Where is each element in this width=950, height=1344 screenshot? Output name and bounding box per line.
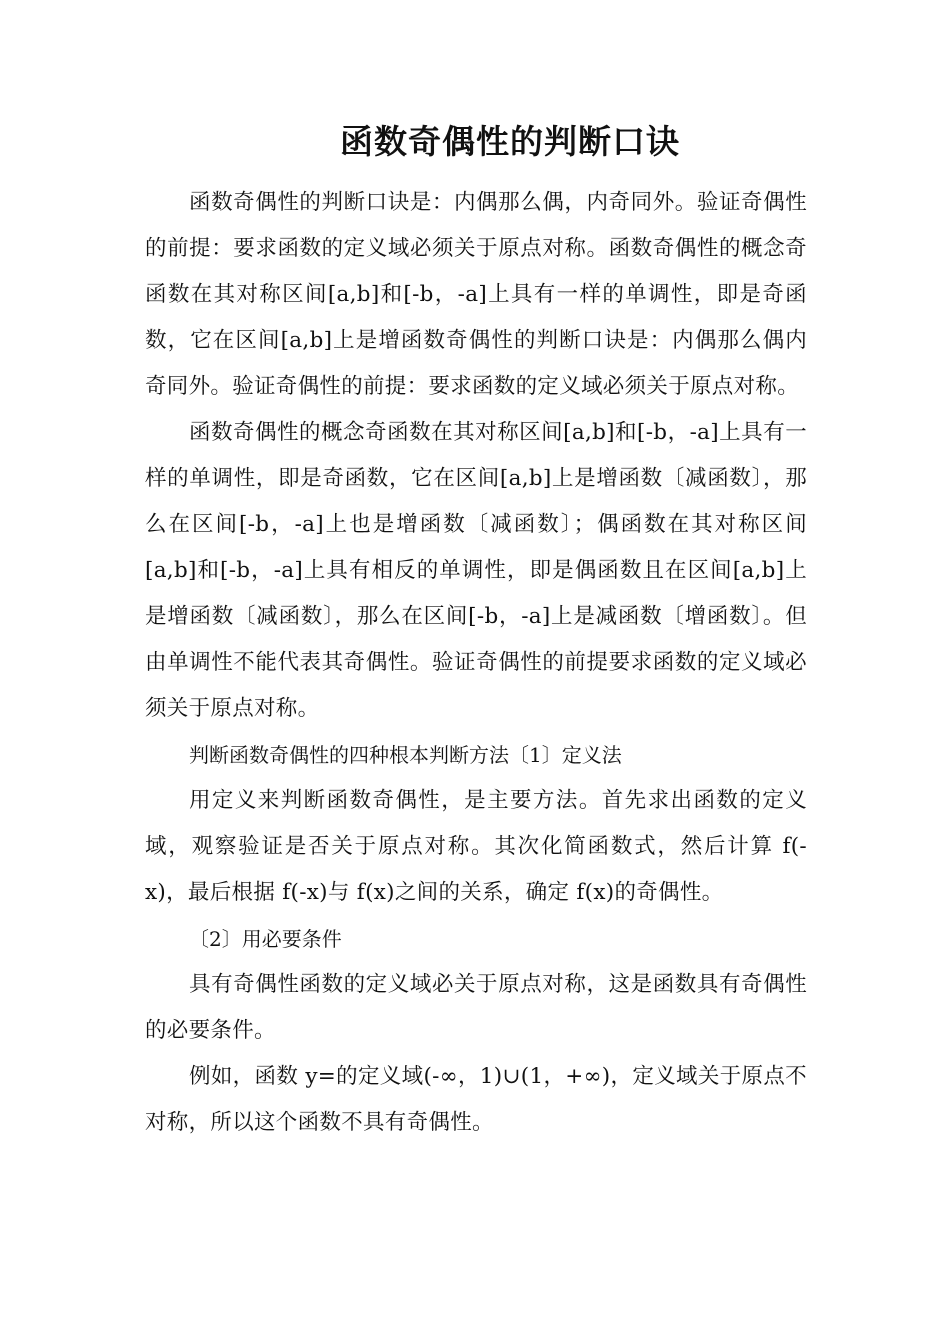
paragraph-definition-method: 用定义来判断函数奇偶性，是主要方法。首先求出函数的定义域，观察验证是否关于原点对称。其次化简函数式，然后计算 f(-x)，最后根据 f(-x)与 f(x)之间的关系，确定 f(x)的奇偶性。: [145, 788, 807, 905]
paragraph-example: 例如，函数 y=的定义域(-∞，1)∪(1，+∞)，定义域关于原点不对称，所以这个函数不具有奇偶性。: [145, 1064, 807, 1135]
paragraph-concept: 函数奇偶性的概念奇函数在其对称区间[a,b]和[-b，-a]上具有一样的单调性，即是奇函数，它在区间[a,b]上是增函数〔减函数〕，那么在区间[-b，-a]上也是增函数〔减函数〕；偶函数在其对称区间[a,b]和[-b，-a]上具有相反的单调性，即是偶函数且在区间[a,b]上是增函数〔减函数〕，那么在区间[-b，-a]上是减函数〔增函数〕。但由单调性不能代表其奇偶性。验证奇偶性的前提要求函数的定义域必须关于原点对称。: [145, 420, 807, 721]
page-title: 函数奇偶性的判断口诀: [340, 122, 680, 161]
section-heading-necessary-condition: 〔2〕用必要条件: [189, 927, 342, 951]
paragraph-necessary-condition: 具有奇偶性函数的定义域必关于原点对称，这是函数具有奇偶性的必要条件。: [145, 972, 807, 1043]
paragraph-intro: 函数奇偶性的判断口诀是：内偶那么偶，内奇同外。验证奇偶性的前提：要求函数的定义域必须关于原点对称。函数奇偶性的概念奇函数在其对称区间[a,b]和[-b，-a]上具有一样的单调性，即是奇函数，它在区间[a,b]上是增函数奇偶性的判断口诀是：内偶那么偶内奇同外。验证奇偶性的前提：要求函数的定义域必须关于原点对称。: [145, 190, 807, 399]
document-body: [145, 180, 807, 1146]
section-heading-methods: 判断函数奇偶性的四种根本判断方法〔1〕定义法: [189, 743, 622, 767]
